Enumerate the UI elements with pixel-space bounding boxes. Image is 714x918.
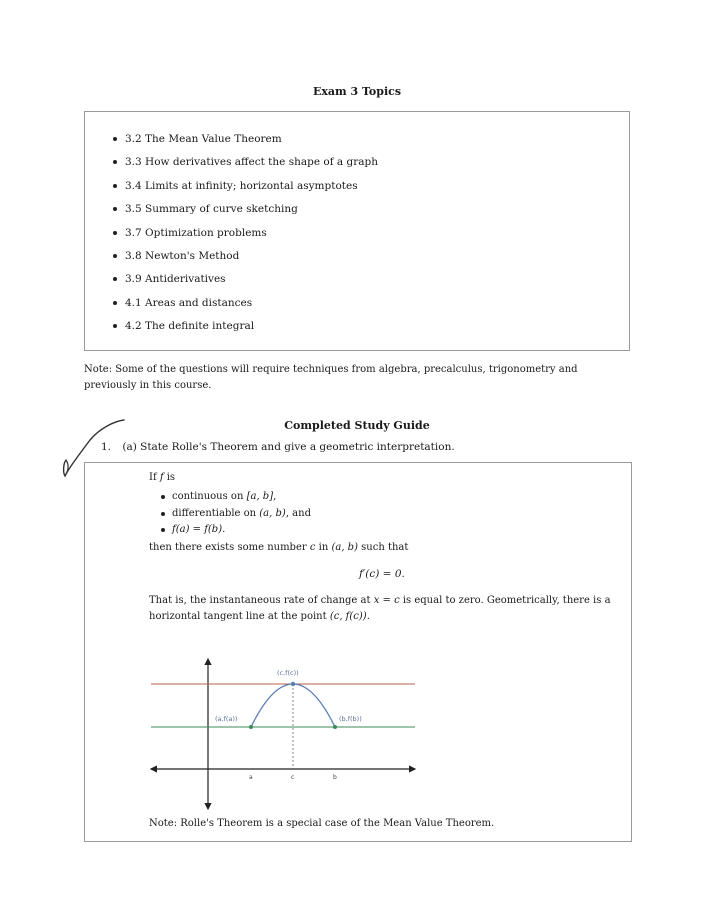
if-line xyxy=(149,472,175,483)
conditions-list xyxy=(161,490,311,540)
interp-c: . xyxy=(366,611,370,622)
then-var: c xyxy=(309,542,316,553)
topic-item: 3.2 The Mean Value Theorem xyxy=(113,132,378,155)
point-right xyxy=(333,725,337,729)
condition-math: f(a) = f(b) xyxy=(172,524,223,535)
topic-item: 4.2 The definite integral xyxy=(113,319,378,342)
interp-math: x = c xyxy=(373,595,400,606)
condition-item xyxy=(161,523,311,540)
then-prefix: then there exists some number xyxy=(149,542,310,553)
answer-box xyxy=(84,462,632,842)
tick-a: a xyxy=(249,774,253,781)
study-guide-title: Completed Study Guide xyxy=(284,419,430,432)
topics-box xyxy=(84,111,630,351)
condition-suffix: , and xyxy=(285,507,311,519)
label-peak: (c,f(c)) xyxy=(277,669,299,677)
topic-item: 3.8 Newton's Method xyxy=(113,249,378,272)
condition-math: [a, b] xyxy=(246,491,274,502)
label-left: (a,f(a)) xyxy=(215,715,238,723)
question-text: (a) State Rolle's Theorem and give a geometric interpretation. xyxy=(122,441,455,453)
rolle-graph xyxy=(147,639,419,811)
exam-note: Note: Some of the questions will require techniques from algebra, precalculus, trigonometry and previously in this course. xyxy=(84,364,578,391)
topic-item: 4.1 Areas and distances xyxy=(113,296,378,319)
final-note: Note: Rolle's Theorem is a special case of the Mean Value Theorem. xyxy=(149,818,495,829)
interp-b: is equal to zero. Geometrically, there is a horizontal tangent line at the point xyxy=(149,595,611,622)
then-line xyxy=(149,542,408,553)
then-suffix: such that xyxy=(357,542,409,553)
topic-item: 3.5 Summary of curve sketching xyxy=(113,202,378,225)
if-var: f xyxy=(159,472,164,483)
point-peak xyxy=(291,682,295,686)
interp-a: That is, the instantaneous rate of change at xyxy=(149,595,374,606)
question-number: 1. xyxy=(101,441,112,453)
page-title: Exam 3 Topics xyxy=(312,85,402,98)
topic-item: 3.9 Antiderivatives xyxy=(113,272,378,295)
interpretation-paragraph xyxy=(149,593,625,625)
question-1 xyxy=(101,441,455,453)
if-prefix: If xyxy=(149,472,160,483)
then-mid: in xyxy=(315,542,332,553)
topic-item: 3.3 How derivatives affect the shape of a graph xyxy=(113,155,378,178)
point-left xyxy=(249,725,253,729)
condition-text: continuous on xyxy=(172,491,247,502)
condition-math: (a, b) xyxy=(259,507,286,519)
tick-b: b xyxy=(333,774,337,781)
topic-item: 3.7 Optimization problems xyxy=(113,226,378,249)
topic-item: 3.4 Limits at infinity; horizontal asymptotes xyxy=(113,179,378,202)
condition-suffix: , xyxy=(273,491,277,502)
rolle-equation: f′(c) = 0. xyxy=(359,568,405,580)
interp-point: (c, f(c)) xyxy=(329,611,367,622)
label-right: (b,f(b)) xyxy=(339,715,362,723)
condition-item xyxy=(161,507,311,524)
condition-item xyxy=(161,490,311,507)
condition-suffix: . xyxy=(222,524,226,535)
tick-c: c xyxy=(291,774,295,781)
condition-text: differentiable on xyxy=(172,507,260,519)
topics-list xyxy=(113,132,378,343)
if-suffix: is xyxy=(163,472,176,483)
then-interval: (a, b) xyxy=(331,542,358,553)
